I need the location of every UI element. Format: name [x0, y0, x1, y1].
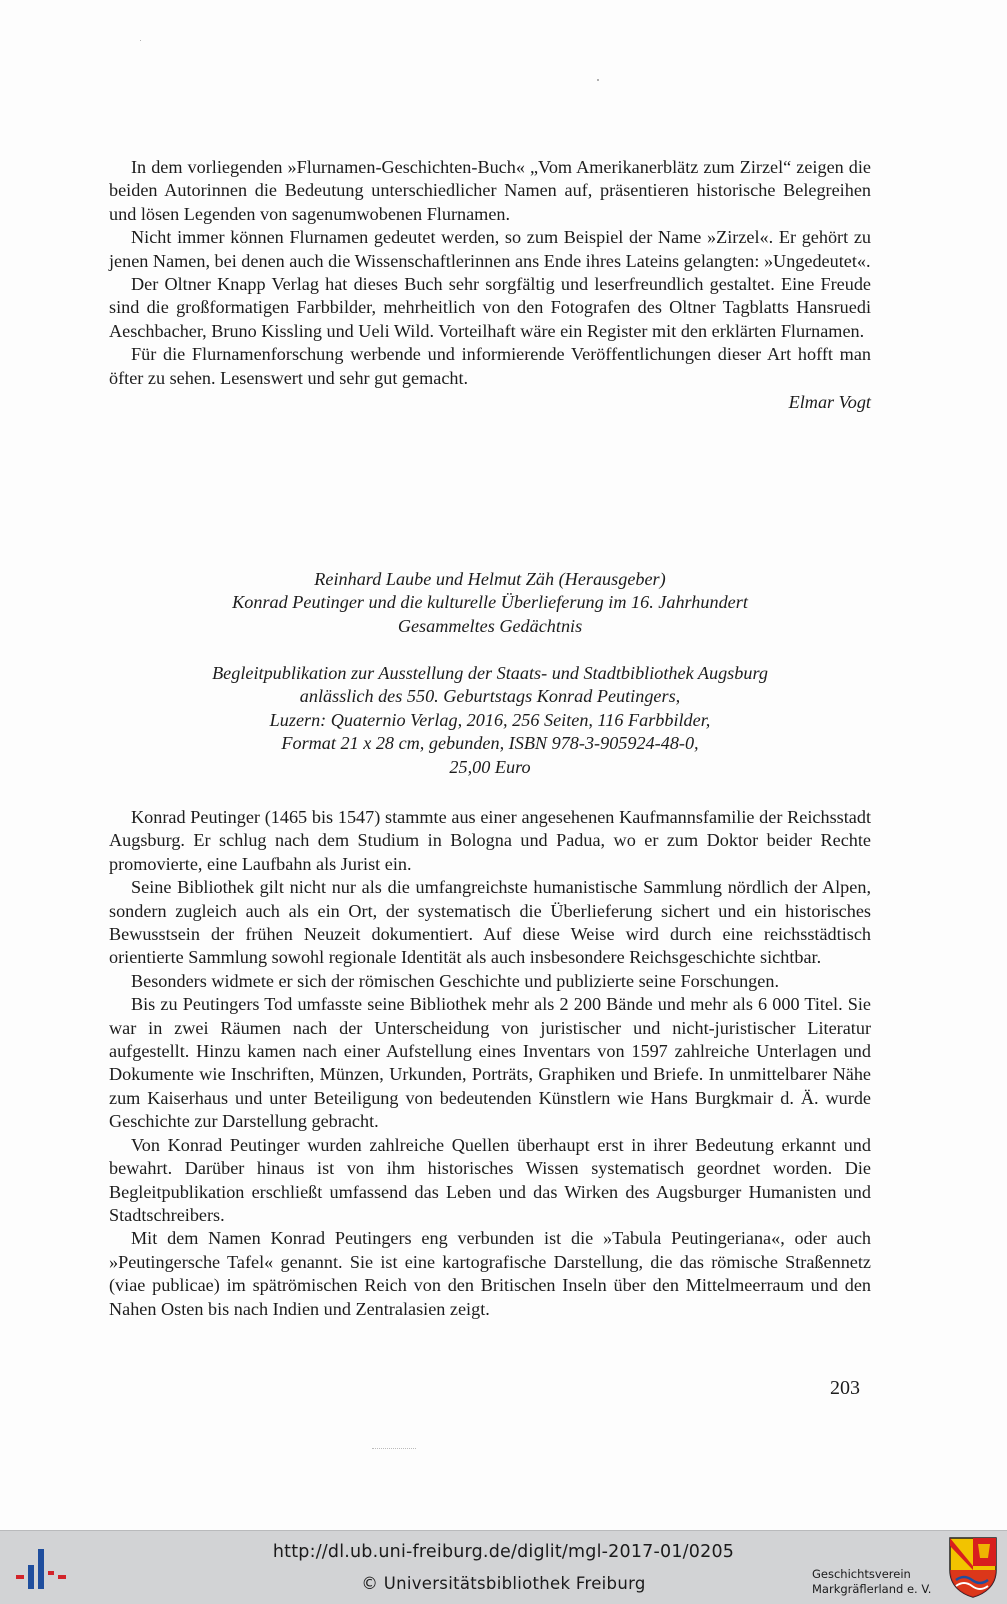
- review-1-signature: Elmar Vogt: [788, 392, 871, 413]
- scan-mark: [372, 1448, 416, 1452]
- review-1-paragraph: Der Oltner Knapp Verlag hat dieses Buch sehr sorgfältig und leserfreundlich gestaltet. Eine Freude sind die großformatigen Farbbilder, mehrheitlich von den Fotografen des Oltner Tagblatts Hansruedi Aeschbacher, Bruno Kissling und Ueli Wild. Vorteilhaft wäre ein Register mit den erklärten Flurnamen.: [109, 274, 871, 341]
- publication-details: [109, 662, 871, 779]
- copyright-notice: © Universitätsbibliothek Freiburg: [361, 1574, 646, 1593]
- publication-line: Luzern: Quaternio Verlag, 2016, 256 Seiten, 116 Farbbilder,: [269, 709, 711, 730]
- review-1-paragraph: In dem vorliegenden »Flurnamen-Geschichten-Buch« „Vom Amerikanerblätz zum Zirzel“ zeigen die beiden Autorinnen die Bedeutung unterschiedlicher Namen auf, präsentieren historische Belegreihen und lösen Legenden von sagenumwobenen Flurnamen.: [109, 157, 871, 224]
- publication-price: 25,00 Euro: [449, 756, 531, 777]
- document-permalink[interactable]: http://dl.ub.uni-freiburg.de/diglit/mgl-2017-01/0205: [272, 1542, 735, 1562]
- review-2-paragraph: Seine Bibliothek gilt nicht nur als die umfangreichste humanistische Sammlung nördlich der Alpen, sondern zugleich auch als ein Ort, der systematisch die Überlieferung sichert und ein historisches Bewusstsein der frühen Neuzeit dokumentiert. Auf diese Weise wird durch eine reichsstädtisch orientierte Sammlung sowohl regionale Identität als auch insbesondere Reichsgeschichte sichtbar.: [109, 877, 871, 968]
- review-2-paragraph: Besonders widmete er sich der römischen Geschichte und publizierte seine Forschungen.: [131, 970, 779, 991]
- review-2-paragraph: Konrad Peutinger (1465 bis 1547) stammte aus einer angesehenen Kaufmannsfamilie der Reichsstadt Augsburg. Er schlug nach dem Studium in Bologna und Padua, wo er zum Doktor beider Rechte promovierte, eine Laufbahn als Jurist ein.: [109, 807, 871, 874]
- review-2-paragraph: Bis zu Peutingers Tod umfasste seine Bibliothek mehr als 2 200 Bände und mehr als 6 000 Titel. Sie war in zwei Räumen nach der Unterscheidung von juristischer und nicht-juristischer Literatur aufgestellt. Hinzu kamen nach einer Aufstellung eines Inventars von 1597 zahlreiche Unterlagen und Dokumente wie Inschriften, Münzen, Urkunden, Porträts, Graphiken und Briefe. In unmittelbarer Nähe zum Kaiserhaus und unter Beteiligung von bedeutenden Künstlern wie Hans Burgkmair d. Ä. wurde Geschichte zur Darstellung gebracht.: [109, 994, 871, 1132]
- book-title: Konrad Peutinger und die kulturelle Überlieferung im 16. Jahrhundert: [232, 592, 748, 613]
- society-name: [812, 1567, 931, 1597]
- publication-line: anlässlich des 550. Geburtstags Konrad Peutingers,: [299, 686, 681, 707]
- book-authors: Reinhard Laube und Helmut Zäh (Herausgeber): [314, 569, 666, 589]
- scan-speck: [140, 40, 141, 41]
- page-number: 203: [830, 1377, 860, 1399]
- review-2-paragraph: Von Konrad Peutinger wurden zahlreiche Quellen überhaupt erst in ihrer Bedeutung erkannt und bewahrt. Darüber hinaus ist von ihm historisches Wissen systematisch geordnet worden. Die Begleitpublikation erschließt umfassend das Leben und das Wirken des Augsburger Humanisten und Stadtschreibers.: [109, 1134, 871, 1225]
- review-2-paragraph: Mit dem Namen Konrad Peutingers eng verbunden ist die »Tabula Peutingeriana«, oder auch »Peutingersche Tafel« genannt. Sie ist eine kartografische Darstellung, die das römische Straßennetz (viae publicae) im spätrömischen Reich von den Britischen Inseln über den Mittelmeerraum und den Nahen Osten bis nach Indien und Zentralasien zeigt.: [109, 1228, 871, 1319]
- review-1-paragraph: Nicht immer können Flurnamen gedeutet werden, so zum Beispiel der Name »Zirzel«. Er gehört zu jenen Namen, bei denen auch die Wissenschaftlerinnen ans Ende ihres Lateins gelangten: »Ungedeutet«.: [109, 227, 871, 271]
- review-2-body: [109, 806, 871, 1321]
- review-1-body: [109, 156, 871, 414]
- review-2-heading: [109, 568, 871, 638]
- society-name-line-2: Markgräflerland e. V.: [812, 1582, 932, 1596]
- scan-speck: [597, 79, 599, 81]
- publication-line: Begleitpublikation zur Ausstellung der Staats- und Stadtbibliothek Augsburg: [212, 663, 768, 683]
- coat-of-arms-icon: [948, 1536, 998, 1598]
- society-name-line-1: Geschichtsverein: [812, 1567, 911, 1581]
- book-subtitle: Gesammeltes Gedächtnis: [397, 615, 583, 636]
- review-1-paragraph: Für die Flurnamenforschung werbende und informierende Veröffentlichungen dieser Art hofft man öfter zu sehen. Lesenswert und sehr gut gemacht.: [109, 344, 871, 388]
- publication-line: Format 21 x 28 cm, gebunden, ISBN 978-3-905924-48-0,: [281, 733, 699, 754]
